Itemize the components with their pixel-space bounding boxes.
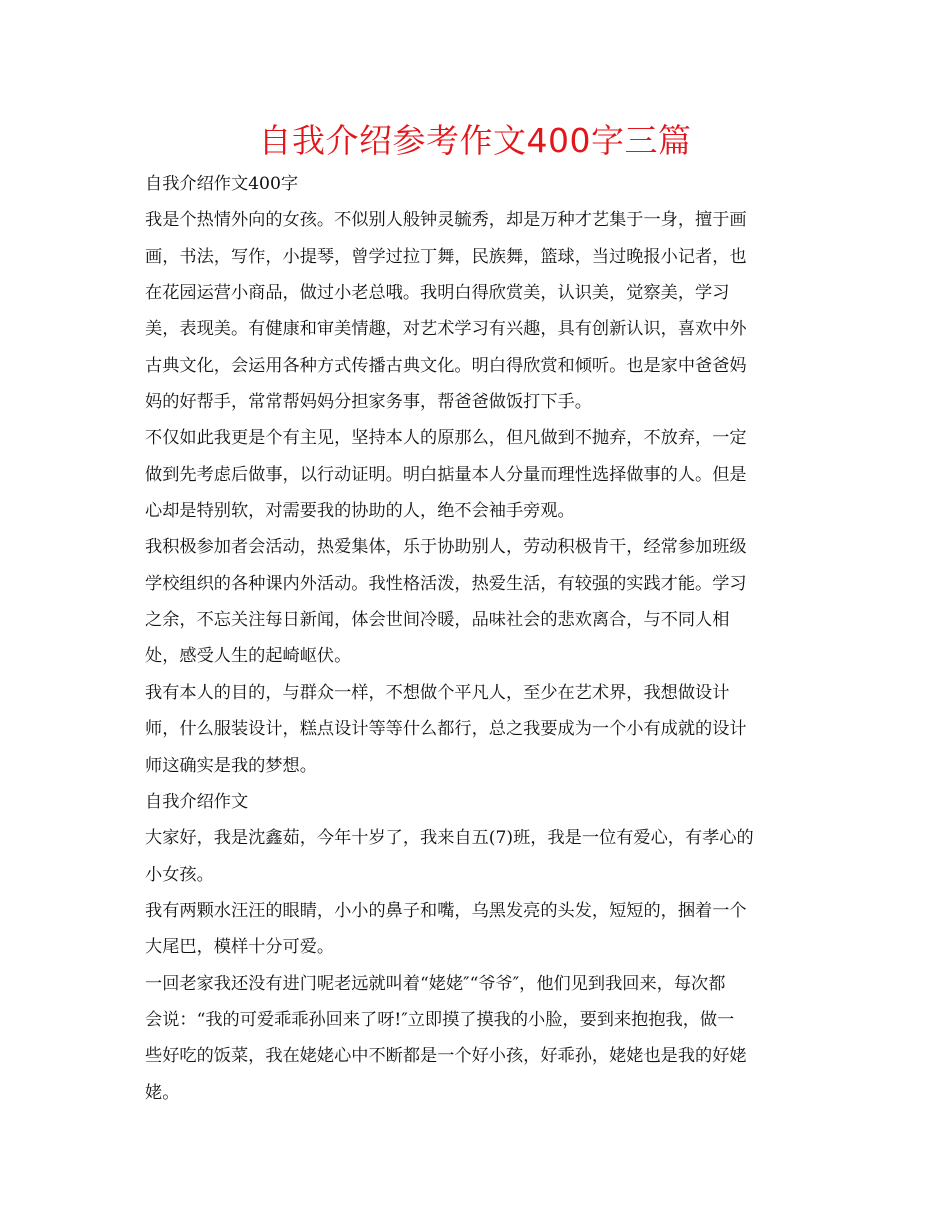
- body-line: 古典文化，会运用各种方式传播古典文化。明白得欣赏和倾听。也是家中爸爸妈: [145, 355, 747, 376]
- body-line: 之余，不忘关注每日新闻，体会世间冷暖，品味社会的悲欢离合，与不同人相: [145, 610, 730, 631]
- body-line: 大家好，我是沈鑫茹，今年十岁了，我来自五(7)班，我是一位有爱心，有孝心的: [145, 828, 754, 849]
- body-line: 学校组织的各种课内外活动。我性格活泼，热爱生活，有较强的实践才能。学习: [145, 573, 747, 594]
- body-line: 我有两颗水汪汪的眼睛，小小的鼻子和嘴，乌黑发亮的头发，短短的，捆着一个: [145, 900, 747, 921]
- body-line: 做到先考虑后做事，以行动证明。明白掂量本人分量而理性选择做事的人。但是: [145, 464, 747, 485]
- body-line: 会说：“我的可爱乖乖孙回来了呀!″立即摸了摸我的小脸，要到来抱抱我，做一: [145, 1009, 735, 1030]
- body-line: 我有本人的目的，与群众一样，不想做个平凡人，至少在艺术界，我想做设计: [145, 682, 730, 703]
- body-line: 大尾巴，模样十分可爱。: [145, 937, 335, 958]
- body-line: 师，什么服装设计，糕点设计等等什么都行，总之我要成为一个小有成就的设计: [145, 719, 747, 740]
- body-line: 师这确实是我的梦想。: [145, 755, 317, 776]
- body-line: 妈的好帮手，常常帮妈妈分担家务事，帮爸爸做饭打下手。: [145, 392, 592, 413]
- body-line: 姥。: [145, 1082, 180, 1103]
- body-line: 在花园运营小商品，做过小老总哦。我明白得欣赏美，认识美，觉察美，学习: [145, 283, 730, 304]
- body-line: 些好吃的饭菜，我在姥姥心中不断都是一个好小孩，好乖孙，姥姥也是我的好姥: [145, 1046, 747, 1067]
- document-title: 自我介绍参考作文400字三篇: [258, 121, 692, 160]
- body-line: 心却是特别软，对需要我的协助的人，绝不会袖手旁观。: [145, 501, 575, 522]
- body-line: 一回老家我还没有进门呢老远就叫着“姥姥″“爷爷″，他们见到我回来，每次都: [145, 973, 726, 994]
- body-line: 自我介绍作文: [145, 791, 249, 812]
- body-line: 自我介绍作文400字: [145, 174, 299, 194]
- body-line: 美，表现美。有健康和审美情趣，对艺术学习有兴趣，具有创新认识，喜欢中外: [145, 319, 747, 340]
- body-line: 处，感受人生的起崎岖伏。: [145, 646, 352, 667]
- body-line: 画，书法，写作，小提琴，曾学过拉丁舞，民族舞，篮球，当过晚报小记者，也: [145, 246, 747, 267]
- body-line: 不仅如此我更是个有主见，坚持本人的原那么，但凡做到不抛弃，不放弃，一定: [145, 428, 747, 449]
- document-body: [145, 166, 815, 1111]
- body-line: 我积极参加者会活动，热爱集体，乐于协助别人，劳动积极肯干，经常参加班级: [145, 537, 747, 558]
- body-line: 小女孩。: [145, 864, 214, 885]
- body-line: 我是个热情外向的女孩。不似别人般钟灵毓秀，却是万种才艺集于一身，擅于画: [145, 210, 747, 231]
